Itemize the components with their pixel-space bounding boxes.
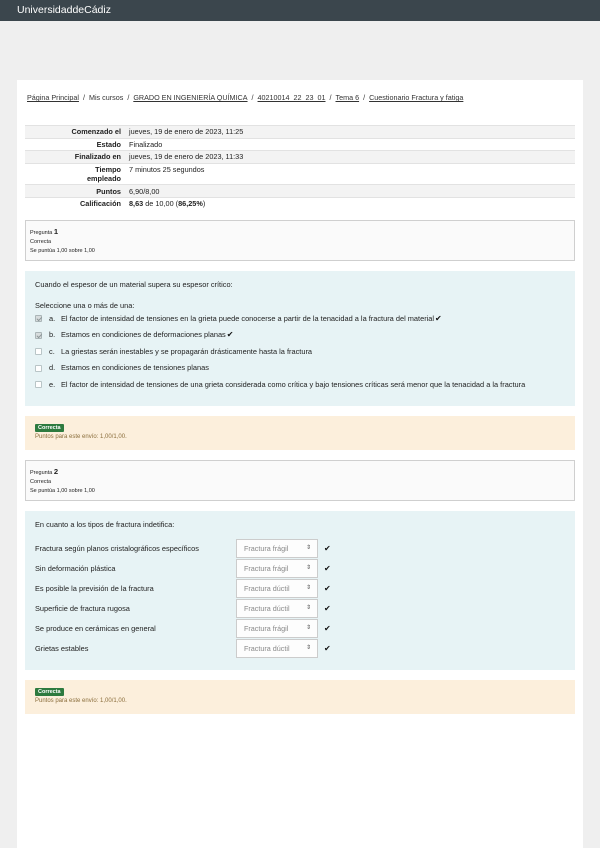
question-1-info: Pregunta 1 Correcta Se puntúa 1,00 sobre 1,00	[25, 220, 575, 261]
breadcrumb-quiz[interactable]: Cuestionario Fractura y fatiga	[369, 93, 464, 102]
select-arrow-icon: ⇕	[305, 584, 311, 591]
question-number: 1	[53, 226, 59, 236]
question-1-content	[25, 271, 575, 407]
question-1-feedback	[25, 416, 575, 450]
breadcrumb-home[interactable]: Página Principal	[27, 93, 79, 102]
select-arrow-icon: ⇕	[305, 644, 311, 651]
answer-option[interactable]: e. El factor de intensidad de tensiones de una grieta considerada como crítica y bajo tensiones críticas será menor que la tenacidad a la fractura	[35, 380, 565, 390]
top-navbar	[0, 0, 600, 21]
checkbox[interactable]	[35, 365, 42, 372]
match-row: Fractura según planos cristalográficos específicos Fractura frágil ⇕ ✔	[35, 538, 565, 558]
question-score: Se puntúa 1,00 sobre 1,00	[30, 247, 95, 254]
select-arrow-icon: ⇕	[305, 604, 311, 611]
select-arrow-icon: ⇕	[305, 544, 311, 551]
question-text: En cuanto a los tipos de fractura indetifica:	[35, 520, 175, 530]
match-select[interactable]: Fractura frágil ⇕	[236, 559, 318, 578]
correct-check-icon: ✔	[324, 563, 331, 573]
question-prompt: Seleccione una o más de una:	[35, 300, 135, 310]
summary-row-state: Estado Finalizado	[25, 138, 575, 151]
breadcrumb: Página Principal / Mis cursos / GRADO EN INGENIERÍA QUÍMICA / 40210014_22_23_01 / Tema 6 / Cuestionario Fractura y fatiga	[27, 93, 464, 102]
question-status: Correcta	[30, 238, 52, 245]
question-2-info: Pregunta 2 Correcta Se puntúa 1,00 sobre 1,00	[25, 460, 575, 501]
match-select[interactable]: Fractura dúctil ⇕	[236, 599, 318, 618]
match-select[interactable]: Fractura frágil ⇕	[236, 619, 318, 638]
question-2-content	[25, 511, 575, 670]
answer-option[interactable]: b. Estamos en condiciones de deformaciones planas✔	[35, 330, 565, 340]
question-2-feedback	[25, 680, 575, 714]
feedback-points: Puntos para este envío: 1,00/1,00.	[35, 434, 127, 441]
correct-check-icon: ✔	[324, 583, 331, 593]
match-select[interactable]: Fractura dúctil ⇕	[236, 639, 318, 658]
correct-check-icon: ✔	[324, 543, 331, 553]
summary-row-time: Tiempo empleado 7 minutos 25 segundos	[25, 163, 575, 185]
correct-badge: Correcta	[35, 688, 64, 696]
select-arrow-icon: ⇕	[305, 624, 311, 631]
correct-check-icon: ✔	[324, 603, 331, 613]
select-arrow-icon: ⇕	[305, 564, 311, 571]
summary-row-started: Comenzado el jueves, 19 de enero de 2023, 11:25	[25, 126, 575, 139]
breadcrumb-my-courses: Mis cursos	[88, 93, 124, 102]
breadcrumb-course[interactable]: 40210014_22_23_01	[257, 93, 326, 102]
main-content	[17, 80, 583, 848]
answer-option[interactable]: c. La griestas serán inestables y se propagarán drásticamente hasta la fractura	[35, 347, 565, 357]
feedback-points: Puntos para este envío: 1,00/1,00.	[35, 698, 127, 705]
checkbox[interactable]	[35, 381, 42, 388]
grade-value: 8,63	[129, 199, 144, 209]
answer-option[interactable]: a. El factor de intensidad de tensiones en la grieta puede conocerse a partir de la tenacidad a la fractura del material✔	[35, 314, 565, 324]
checkbox[interactable]	[35, 348, 42, 355]
summary-row-points: Puntos 6,90/8,00	[25, 185, 575, 198]
correct-badge: Correcta	[35, 424, 64, 432]
match-row: Superficie de fractura rugosa Fractura dúctil ⇕ ✔	[35, 598, 565, 618]
match-select[interactable]: Fractura frágil ⇕	[236, 539, 318, 558]
match-row: Grietas estables Fractura dúctil ⇕ ✔	[35, 638, 565, 658]
checkbox-checked[interactable]	[35, 315, 42, 322]
correct-check-icon: ✔	[435, 313, 442, 323]
summary-row-grade: Calificación 8,63 de 10,00 (86,25%)	[25, 197, 575, 209]
breadcrumb-degree[interactable]: GRADO EN INGENIERÍA QUÍMICA	[133, 93, 248, 102]
checkbox-checked[interactable]	[35, 332, 42, 339]
question-status: Correcta	[30, 479, 52, 486]
match-row: Sin deformación plástica Fractura frágil ⇕ ✔	[35, 558, 565, 578]
correct-check-icon: ✔	[324, 643, 331, 653]
match-select[interactable]: Fractura dúctil ⇕	[236, 579, 318, 598]
match-row: Se produce en cerámicas en general Fractura frágil ⇕ ✔	[35, 618, 565, 638]
correct-check-icon: ✔	[226, 330, 234, 340]
answer-option[interactable]: d. Estamos en condiciones de tensiones planas	[35, 363, 565, 373]
site-logo[interactable]: UniversidaddeCádiz	[17, 4, 111, 16]
attempt-summary-table	[25, 125, 575, 210]
question-score: Se puntúa 1,00 sobre 1,00	[30, 488, 95, 495]
breadcrumb-topic[interactable]: Tema 6	[335, 93, 360, 102]
match-row: Es posible la previsión de la fractura Fractura dúctil ⇕ ✔	[35, 578, 565, 598]
question-number: 2	[53, 467, 59, 477]
grade-percent: 86,25%	[178, 199, 203, 209]
correct-check-icon: ✔	[324, 623, 331, 633]
question-text: Cuando el espesor de un material supera su espesor crítico:	[35, 279, 233, 289]
summary-row-finished: Finalizado en jueves, 19 de enero de 2023, 11:33	[25, 151, 575, 164]
